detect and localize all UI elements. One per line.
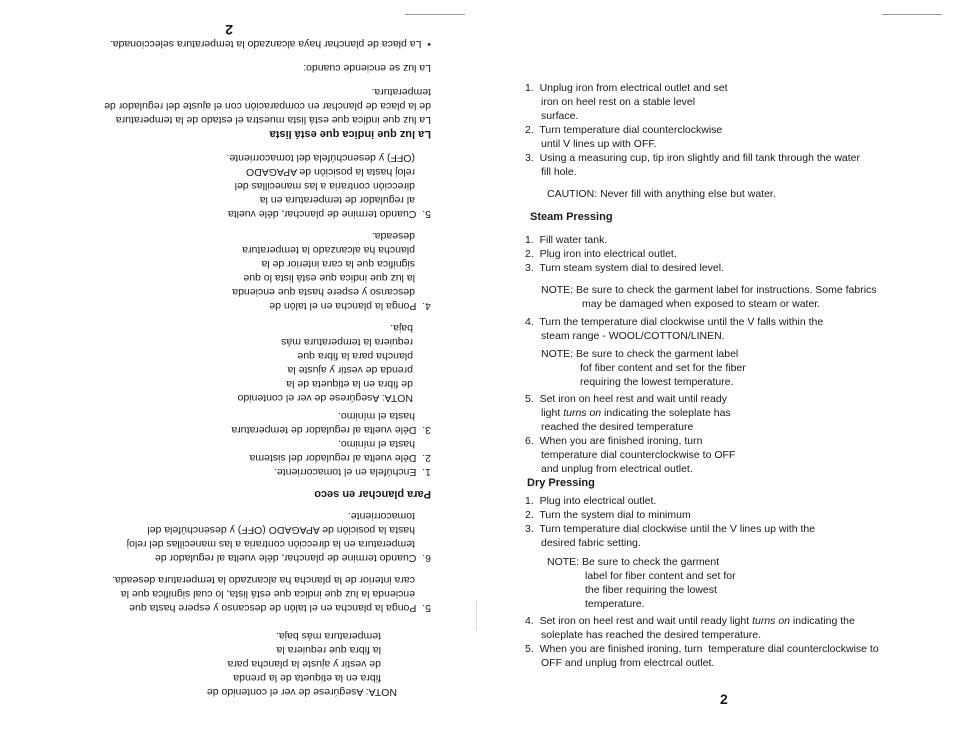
steam-step: 6. When you are finished ironing, turn [525,435,703,447]
steam-pressing-heading: Steam Pressing [530,211,613,223]
step-3-line: 3. Using a measuring cup, tip iron slightly and fill tank through the water [525,152,861,164]
steam-step: 1. Fill water tank. [525,234,608,246]
dry-step: 1. Plug into electrical outlet. [525,495,657,507]
spanish-line: temperatura más baja. [275,630,381,642]
spanish-line: La luz que indica que está lista muestra el estado de la temperatura [115,114,431,126]
spanish-line: 5. Cuando termine de planchar, déle vuelta [227,208,431,220]
step-1-line: 1. Unplug iron from electrical outlet and set [525,82,728,94]
spanish-line: significa que la cara interior de la [261,258,415,270]
step-2-line: 2. Turn temperature dial counterclockwise [525,124,723,136]
spanish-line: 3. Déle vuelta al regulador de temperatura [231,424,431,436]
steam-step: light turns on indicating the soleplate has [541,407,731,419]
steam-step: and unplug from electrical outlet. [541,463,693,475]
spanish-line: 5. Ponga la plancha en el talón de descanso y espere hasta que [129,602,431,614]
spanish-line: la fibra que requiera la [276,644,381,656]
dry-note: NOTE: Be sure to check the garment [547,556,720,568]
spanish-line: • La placa de planchar haya alcanzado la temperatura seleccionada. [109,38,431,50]
spanish-line: fibra en la etiqueta de la prenda [233,672,381,684]
spanish-line: 6. Cuando termine de planchar, déle vuelta al regulador de [154,552,431,564]
steam-step: temperature dial counterclockwise to OFF [541,449,736,461]
spanish-line: 2. Déle vuelta al regulador del sistema [249,452,431,464]
dry-step: 4. Set iron on heel rest and wait until ready light turns on indicating the [525,615,855,627]
spanish-line: al regulador de temperatura en la [259,194,415,206]
spanish-line: de vestir y ajuste la plancha para [227,658,381,670]
spanish-line: cara interior de la plancha ha alcanzado la temperatura deseada. [112,574,415,586]
spanish-line: baja. [390,322,413,334]
spanish-line: plancha ha alcanzado la temperatura [242,244,415,256]
dry-note: temperature. [585,598,645,610]
dry-note: label for fiber content and set for [585,570,736,582]
spanish-line: La luz se enciende cuando: [303,62,431,74]
gutter-mark [476,600,477,630]
page-number-left: 2 [225,22,233,38]
steam-note-2: requiring the lowest temperature. [580,376,734,388]
page-rule [882,14,942,15]
spanish-line: temperatura en la dirección contraria a las manecillas del reloj [126,538,415,550]
steam-step: 4. Turn the temperature dial clockwise until the V falls within the [525,316,824,328]
spanish-line: requiera la temperatura más [281,336,413,348]
spanish-line: de la placa de planchar en comparación con el ajuste del regulador de [104,100,431,112]
spanish-line: NOTA: Asegúrese de ver el contenido [237,392,413,404]
step-2-line: until V lines up with OFF. [541,138,657,150]
steam-step: 5. Set iron on heel rest and wait until ready [525,393,727,405]
page-rule [405,14,465,15]
steam-note-2: NOTE: Be sure to check the garment label [541,348,739,360]
spanish-line: descanso y espere hasta que encienda [232,286,415,298]
steam-step: 3. Turn steam system dial to desired level. [525,262,725,274]
dry-step: desired fabric setting. [541,537,641,549]
spanish-line: tomacorriente. [347,510,415,522]
dry-note: the fiber requiring the lowest [585,584,717,596]
dry-pressing-heading: Dry Pressing [527,477,595,489]
dry-step: 2. Turn the system dial to minimum [525,509,691,521]
spanish-heading: Para planchar en seco [314,488,431,500]
step-1-line: iron on heel rest on a stable level [541,96,696,108]
steam-note: may be damaged when exposed to steam or water. [582,298,821,310]
steam-step: reached the desired temperature [541,421,694,433]
dry-step: 3. Turn temperature dial clockwise until the V lines up with the [525,523,816,535]
steam-step: steam range - WOOL/COTTON/LINEN. [541,330,725,342]
dry-step: OFF and unplug from electrcal outlet. [541,657,715,669]
spanish-line: deseada. [371,230,415,242]
spanish-line: NOTA: Asegúrese de ver el contenido de [206,686,397,698]
english-page [477,0,954,738]
spanish-line: (OFF) y desenchúfela del tomacorriente. [226,152,415,164]
spanish-line: hasta el mínimo. [337,438,415,450]
steam-note: NOTE: Be sure to check the garment label for instructions. Some fabrics [541,284,877,296]
spanish-line: 1. Enchúfela en el tomacorriente. [273,466,431,478]
dry-step: 5. When you are finished ironing, turn temperature dial counterclockwise to [525,643,879,655]
spanish-line: de fibra en la etiqueta de la [286,378,413,390]
step-3-line: fill hole. [541,166,577,178]
spanish-heading: La luz que indica que está lista [269,128,431,140]
steam-step: 2. Plug iron into electrical outlet. [525,248,677,260]
caution-text: CAUTION: Never fill with anything else but water. [547,188,776,200]
spanish-line: la luz que indica que está lista lo que [243,272,415,284]
steam-note-2: fof fiber content and set for the fiber [580,362,746,374]
spanish-line: hasta la posición de APAGADO (OFF) y desenchúfela del [147,524,415,536]
spanish-line: prenda de vestir y ajuste la [287,364,413,376]
dry-step: soleplate has reached the desired temperature. [541,629,762,641]
step-1-line: surface. [541,110,579,122]
spanish-line: encienda la luz que indica que está lista, lo cual significa que la [120,588,415,600]
spanish-line: temperatura. [371,86,431,98]
spanish-line: dirección contraria a las manecillas del [234,180,415,192]
page-number-right: 2 [720,691,728,707]
spanish-line: hasta el mínimo. [337,410,415,422]
spanish-line: 4. Ponga la plancha en el talón de [269,300,431,312]
spanish-line: reloj hasta la posición de APAGADO [245,166,415,178]
spanish-line: plancha para la fibra que [297,350,413,362]
